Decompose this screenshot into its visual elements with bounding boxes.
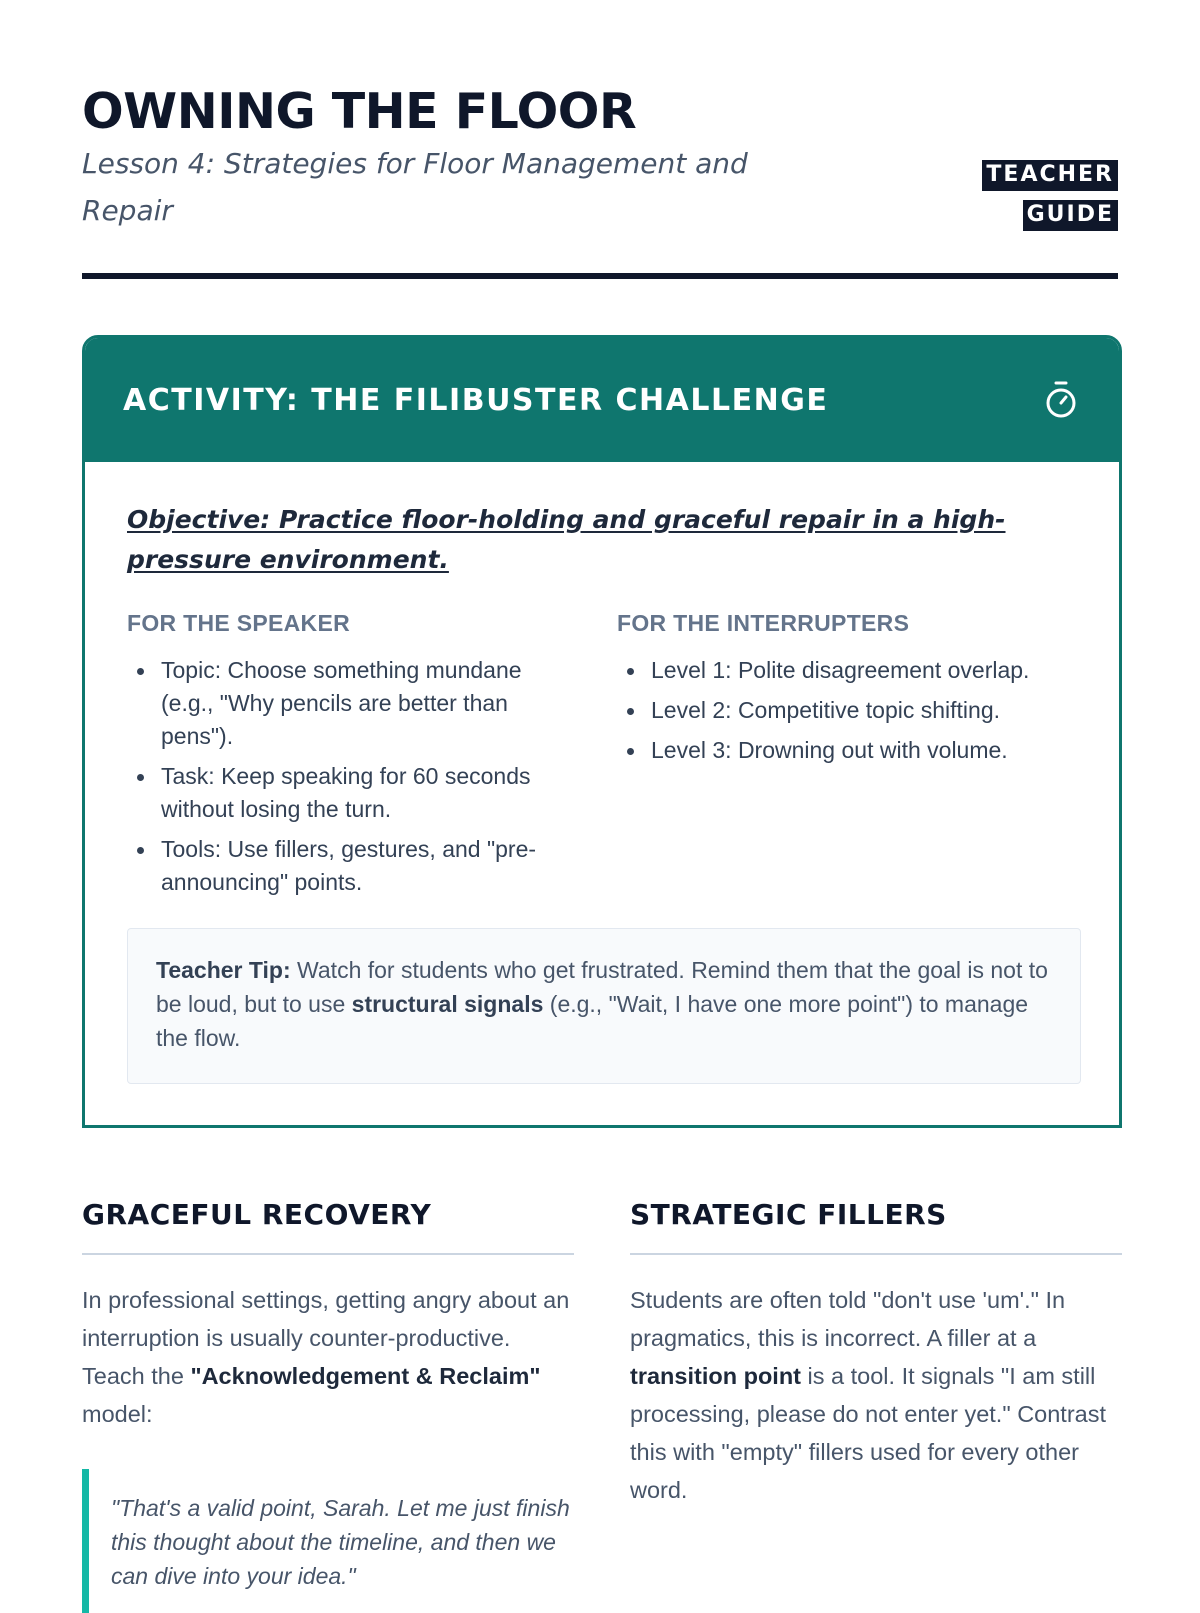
lesson-subtitle: Lesson 4: Strategies for Floor Management and Repair — [82, 147, 748, 227]
interrupters-label: FOR THE INTERRUPTERS — [617, 610, 910, 636]
teacher-tip-emphasis: structural signals — [351, 991, 544, 1017]
role-columns — [127, 608, 1077, 906]
stopwatch-icon — [1043, 380, 1079, 420]
page-title: OWNING THE FLOOR — [82, 83, 637, 140]
list-item: Tools: Use fillers, gestures, and "pre-announcing" points. — [127, 833, 577, 899]
section-heading: GRACEFUL RECOVERY — [82, 1195, 574, 1255]
strategic-fillers-section — [630, 1195, 1122, 1613]
header-divider — [82, 273, 1118, 279]
paragraph-emphasis: transition point — [630, 1363, 802, 1389]
activity-title: ACTIVITY: THE FILIBUSTER CHALLENGE — [123, 382, 829, 418]
list-item: Level 1: Polite disagreement overlap. — [617, 654, 1077, 687]
paragraph-text-end: is a tool. It signals "I am still processing, please do not enter yet." Contrast this with "empty" fillers used for every other word. — [630, 1363, 1107, 1503]
interrupters-list — [617, 654, 1077, 767]
speaker-list — [127, 654, 617, 899]
activity-card-body — [85, 462, 1119, 1084]
list-item: Task: Keep speaking for 60 seconds without losing the turn. — [127, 760, 577, 826]
paragraph-text: Students are often told "don't use 'um'." In pragmatics, this is incorrect. A filler at a — [630, 1287, 1066, 1351]
activity-card — [82, 335, 1122, 1128]
activity-card-header — [85, 338, 1119, 462]
teacher-tip-text-end: (e.g., "Wait, I have one more point") to manage the flow. — [156, 991, 1029, 1051]
interrupters-column — [617, 608, 1077, 906]
section-paragraph — [82, 1281, 574, 1433]
paragraph-text-end: model: — [82, 1401, 153, 1427]
teacher-tip-box — [127, 928, 1081, 1084]
document-header — [82, 0, 1118, 280]
speaker-label: FOR THE SPEAKER — [127, 610, 351, 636]
list-item: Level 3: Drowning out with volume. — [617, 734, 1077, 767]
speaker-column — [127, 608, 617, 906]
lesson-sections — [82, 1195, 1122, 1613]
section-paragraph — [630, 1281, 1122, 1509]
list-item: Level 2: Competitive topic shifting. — [617, 694, 1077, 727]
badge-label: TEACHER GUIDE — [982, 160, 1118, 231]
activity-objective: Objective: Practice floor-holding and graceful repair in a high-pressure environment. — [127, 505, 1006, 574]
paragraph-emphasis: "Acknowledgement & Reclaim" — [190, 1363, 541, 1389]
example-quote: "That's a valid point, Sarah. Let me just finish this thought about the timeline, and then we can dive into your idea." — [82, 1469, 574, 1613]
section-heading: STRATEGIC FILLERS — [630, 1195, 1122, 1255]
list-item: Topic: Choose something mundane (e.g., "Why pencils are better than pens"). — [127, 654, 577, 753]
paragraph-text: In professional settings, getting angry about an interruption is usually counter-productive. Teach the — [82, 1287, 570, 1389]
graceful-recovery-section — [82, 1195, 574, 1613]
teacher-tip-label: Teacher Tip: — [156, 957, 291, 983]
teacher-guide-badge — [965, 155, 1118, 235]
teacher-tip-text: Watch for students who get frustrated. Remind them that the goal is not to be loud, but to use — [156, 957, 1048, 1017]
